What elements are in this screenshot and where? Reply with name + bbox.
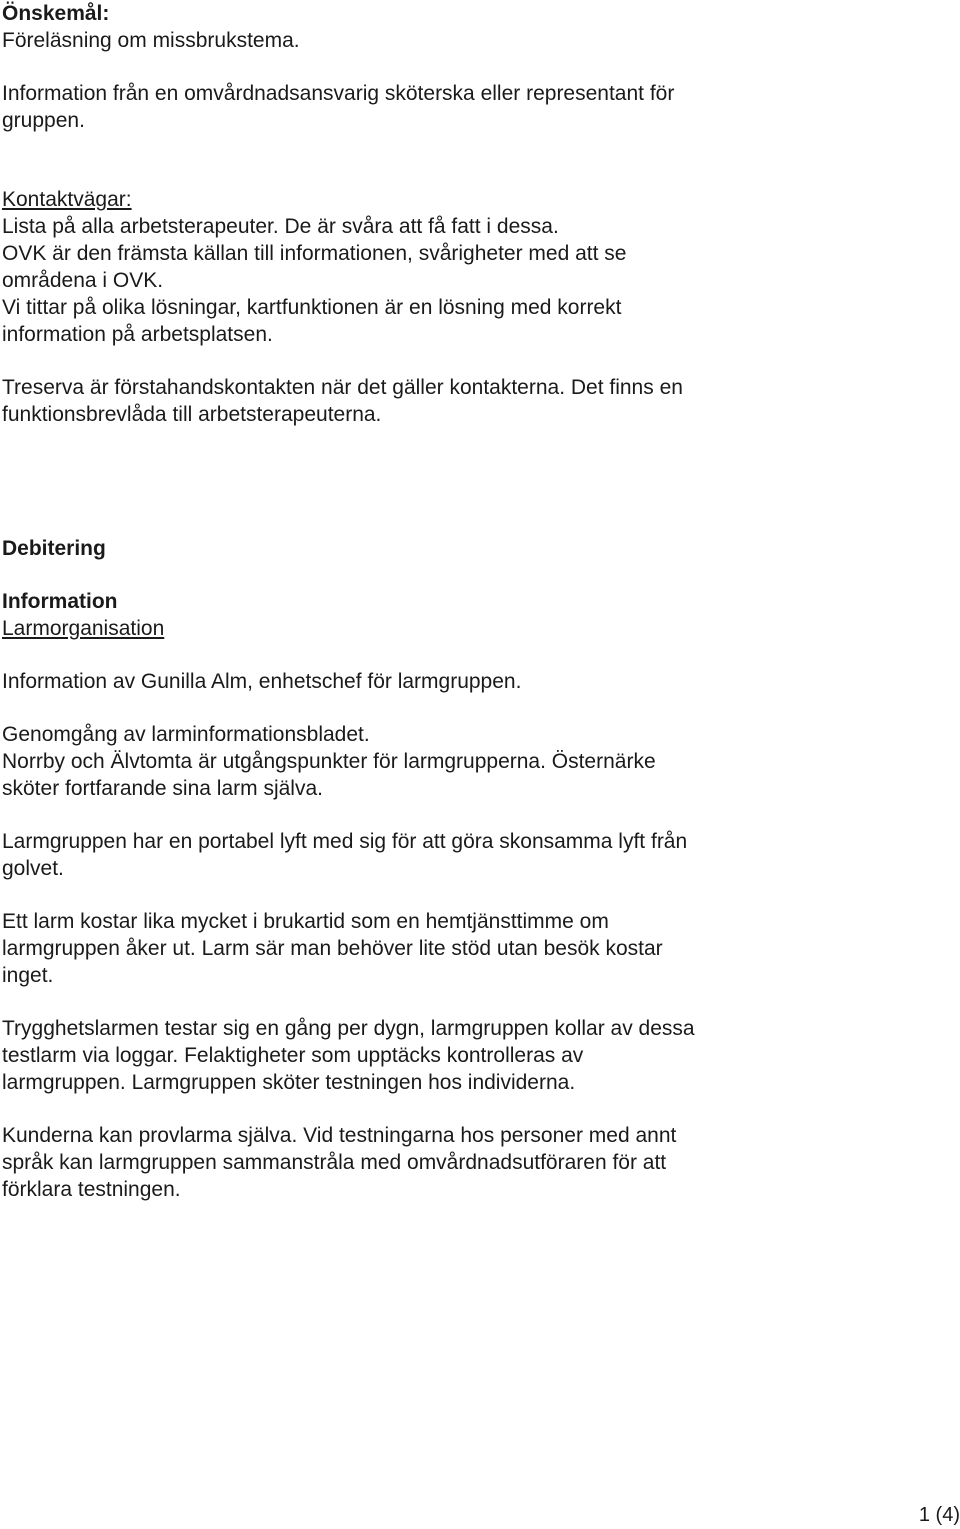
information-heading: Information	[2, 590, 118, 613]
debitering-heading: Debitering	[2, 537, 106, 560]
info-paragraph-line: golvet.	[2, 857, 64, 880]
info-paragraph-line: testlarm via loggar. Felaktigheter som upptäcks kontrolleras av	[2, 1044, 584, 1067]
info-paragraph-line: larmgruppen. Larmgruppen sköter testningen hos individerna.	[2, 1071, 576, 1094]
contacts-heading: Kontaktvägar:	[2, 188, 132, 211]
contacts-line: Vi tittar på olika lösningar, kartfunktionen är en lösning med korrekt	[2, 296, 622, 319]
contacts-line: OVK är den främsta källan till informationen, svårigheter med att se	[2, 242, 627, 265]
info-paragraph-line: språk kan larmgruppen sammanstråla med omvårdnadsutföraren för att	[2, 1151, 667, 1174]
contacts-para-line: funktionsbrevlåda till arbetsterapeuterna.	[2, 403, 382, 426]
info-paragraph-line: Information av Gunilla Alm, enhetschef för larmgruppen.	[2, 670, 522, 693]
info-paragraph-line: Norrby och Älvtomta är utgångspunkter för larmgrupperna. Östernärke	[2, 750, 656, 773]
wishes-para-line: Information från en omvårdnadsansvarig sköterska eller representant för	[2, 82, 675, 105]
document-page	[2, 0, 942, 1203]
contacts-para-line: Treserva är förstahandskontakten när det gäller kontakterna. Det finns en	[2, 376, 683, 399]
info-paragraph-line: Ett larm kostar lika mycket i brukartid som en hemtjänsttimme om	[2, 910, 609, 933]
contacts-line: information på arbetsplatsen.	[2, 323, 273, 346]
info-paragraph-line: larmgruppen åker ut. Larm sär man behöver lite stöd utan besök kostar	[2, 937, 663, 960]
page-number: 1 (4)	[918, 1504, 960, 1526]
info-paragraph-line: inget.	[2, 964, 54, 987]
contacts-line: områdena i OVK.	[2, 269, 164, 292]
contacts-line: Lista på alla arbetsterapeuter. De är svåra att få fatt i dessa.	[2, 215, 559, 238]
wishes-heading: Önskemål:	[2, 2, 110, 25]
info-paragraph-line: sköter fortfarande sina larm själva.	[2, 777, 323, 800]
info-paragraph-line: Kunderna kan provlarma själva. Vid testningarna hos personer med annt	[2, 1124, 677, 1147]
info-paragraph-line: Larmgruppen har en portabel lyft med sig för att göra skonsamma lyft från	[2, 830, 688, 853]
wishes-para-line: gruppen.	[2, 109, 85, 132]
info-paragraph-line: Genomgång av larminformationsbladet.	[2, 723, 370, 746]
information-subheading: Larmorganisation	[2, 617, 165, 640]
info-paragraph-line: förklara testningen.	[2, 1178, 181, 1201]
wishes-line: Föreläsning om missbrukstema.	[2, 29, 300, 52]
info-paragraph-line: Trygghetslarmen testar sig en gång per dygn, larmgruppen kollar av dessa	[2, 1017, 695, 1040]
